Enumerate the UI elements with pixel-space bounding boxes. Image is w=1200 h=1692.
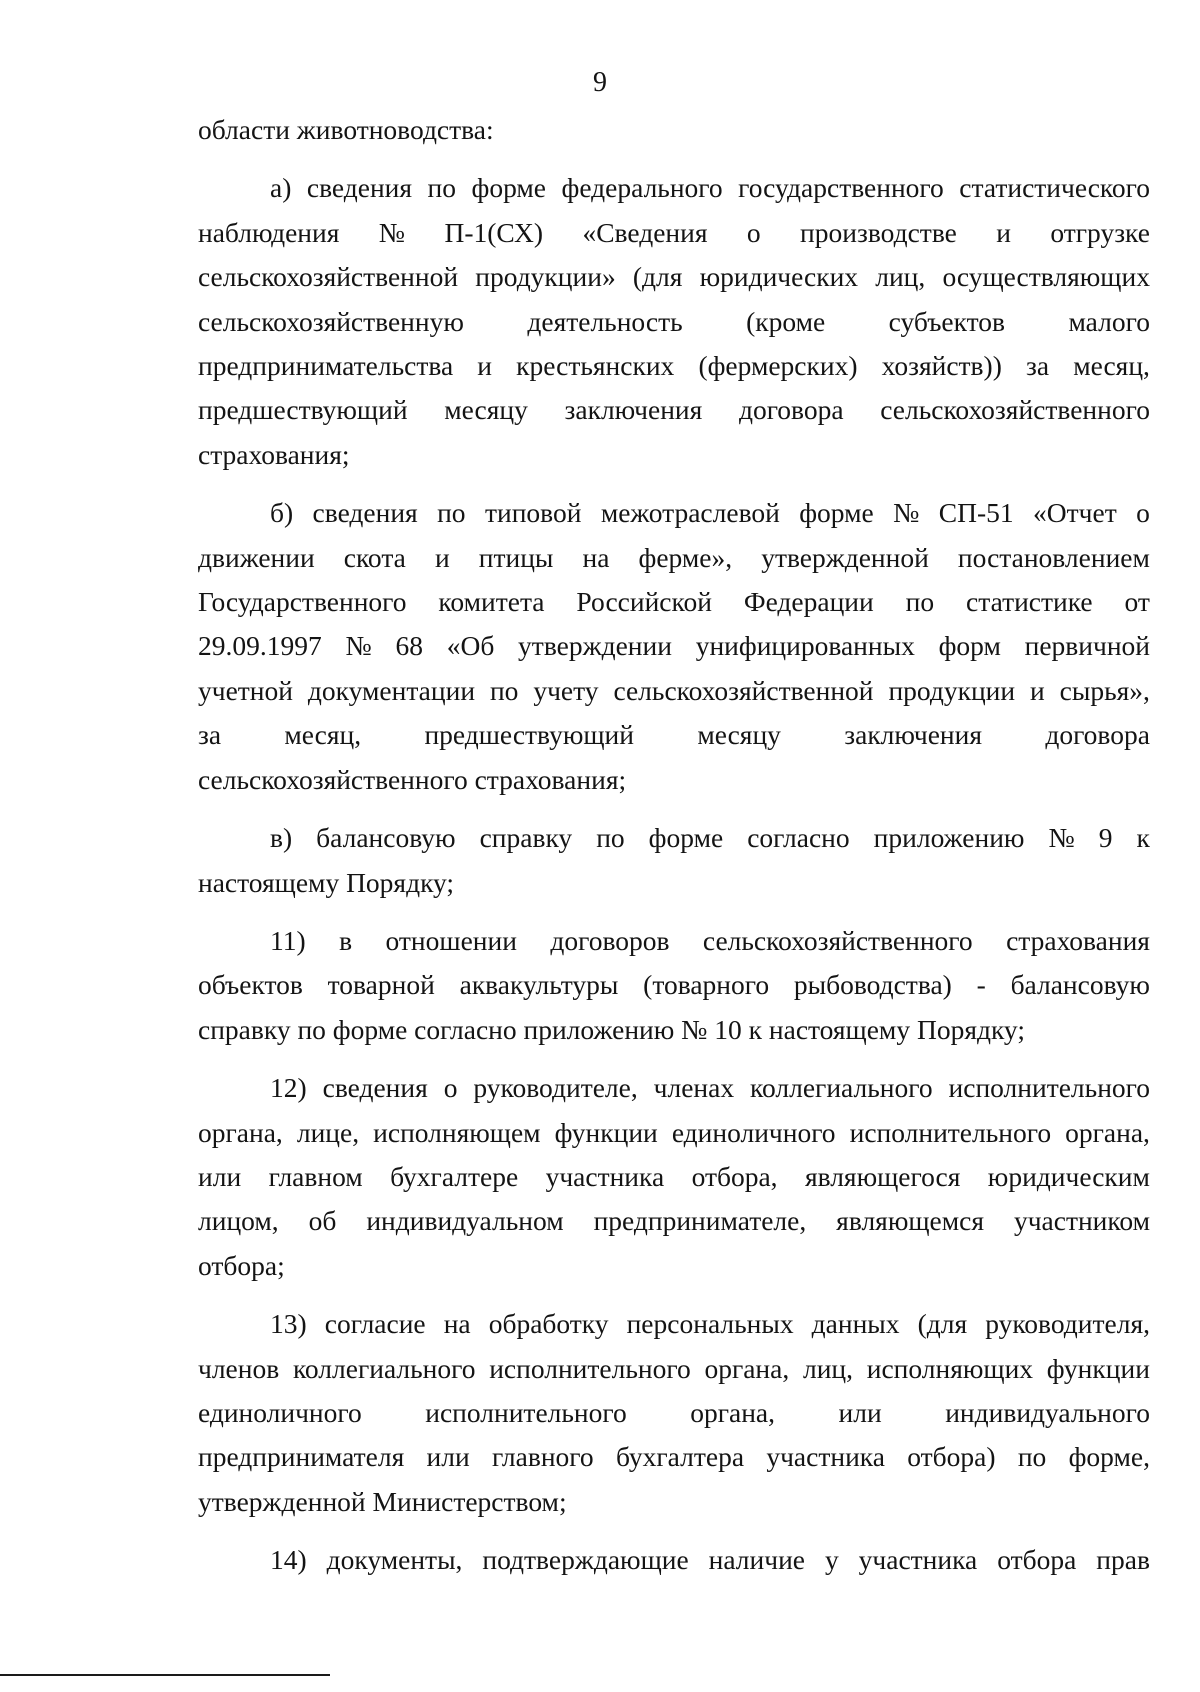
text-line: наблюдения № П-1(СХ) «Сведения о производстве и отгрузке <box>198 216 1150 248</box>
paragraph-item-v <box>198 816 1150 905</box>
page-number: 9 <box>593 67 607 98</box>
text-line: справку по форме согласно приложению № 10 к настоящему Порядку; <box>198 1013 1025 1045</box>
text-line: сельскохозяйственного страхования; <box>198 763 627 795</box>
text-line: утвержденной Министерством; <box>198 1485 567 1517</box>
text-line: единоличного исполнительного органа, или индивидуального <box>198 1396 1150 1428</box>
paragraph-item-b <box>198 491 1150 802</box>
text-line: предпринимательства и крестьянских (фермерских) хозяйств)) за месяц, <box>198 350 1150 382</box>
text-line: настоящему Порядку; <box>198 866 455 898</box>
paragraph-item-11 <box>198 919 1150 1052</box>
paragraph-continuation <box>198 108 1150 152</box>
text-line: области животноводства: <box>198 114 494 145</box>
document-body <box>198 108 1150 1583</box>
text-line: страхования; <box>198 438 350 470</box>
text-line: или главном бухгалтере участника отбора, являющегося юридическим <box>198 1160 1150 1192</box>
text-line: 14) документы, подтверждающие наличие у участника отбора прав <box>270 1544 1150 1576</box>
text-line: движении скота и птицы на ферме», утвержденной постановлением <box>198 541 1150 573</box>
text-line: 29.09.1997 № 68 «Об утверждении унифицированных форм первичной <box>198 630 1150 662</box>
text-line: 13) согласие на обработку персональных данных (для руководителя, <box>270 1308 1150 1340</box>
text-line: учетной документации по учету сельскохозяйственной продукции и сырья», <box>198 674 1150 706</box>
text-line: сельскохозяйственной продукции» (для юридических лиц, осуществляющих <box>198 261 1150 293</box>
text-line: членов коллегиального исполнительного органа, лиц, исполняющих функции <box>198 1352 1150 1384</box>
text-line: лицом, об индивидуальном предпринимателе, являющемся участником <box>198 1205 1150 1237</box>
paragraph-item-13 <box>198 1302 1150 1524</box>
text-line: 12) сведения о руководителе, членах коллегиального исполнительного <box>270 1072 1150 1104</box>
text-line: сельскохозяйственную деятельность (кроме субъектов малого <box>198 305 1150 337</box>
paragraph-item-12 <box>198 1066 1150 1288</box>
text-line: б) сведения по типовой межотраслевой форме № СП-51 «Отчет о <box>270 497 1150 529</box>
text-line: Государственного комитета Российской Федерации по статистике от <box>198 586 1150 618</box>
text-line: в) балансовую справку по форме согласно приложению № 9 к <box>270 822 1150 854</box>
text-line: отбора; <box>198 1249 285 1281</box>
paragraph-item-a <box>198 166 1150 477</box>
text-line: предпринимателя или главного бухгалтера участника отбора) по форме, <box>198 1441 1150 1473</box>
text-line: предшествующий месяцу заключения договора сельскохозяйственного <box>198 394 1150 426</box>
footnote-divider <box>0 1674 330 1676</box>
paragraph-item-14 <box>198 1538 1150 1582</box>
text-line: органа, лице, исполняющем функции единоличного исполнительного органа, <box>198 1116 1150 1148</box>
text-line: объектов товарной аквакультуры (товарного рыбоводства) - балансовую <box>198 969 1150 1001</box>
text-line: а) сведения по форме федерального государственного статистического <box>270 172 1150 204</box>
text-line: 11) в отношении договоров сельскохозяйственного страхования <box>270 924 1150 956</box>
text-line: за месяц, предшествующий месяцу заключения договора <box>198 719 1150 751</box>
